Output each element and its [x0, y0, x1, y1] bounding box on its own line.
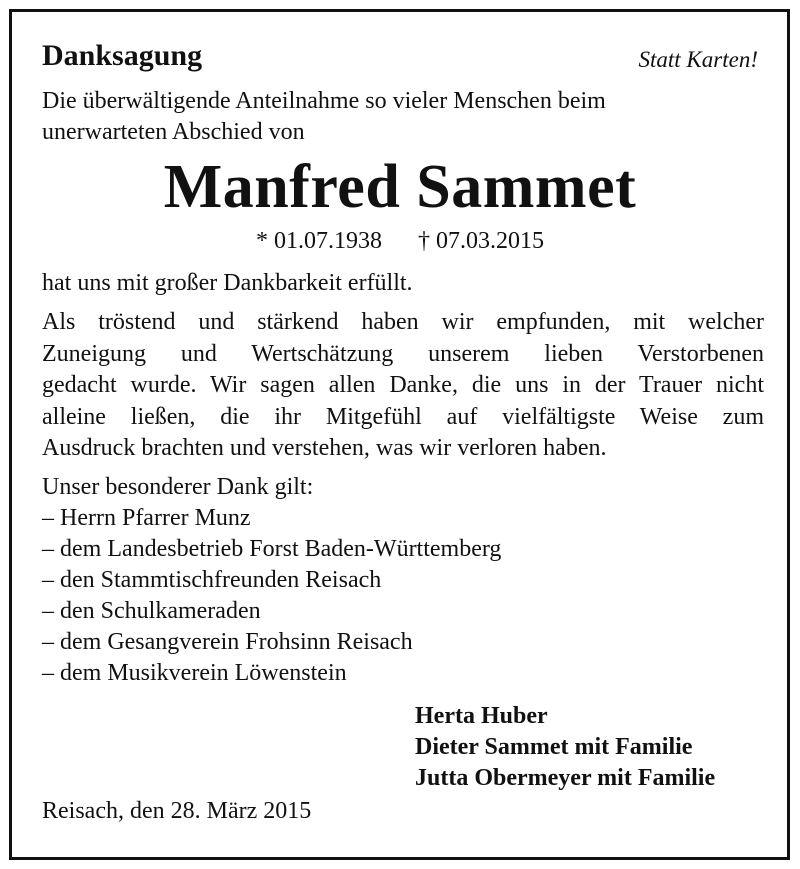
body-line: Zuneigung und Wertschätzung unserem lieben Verstorbenen: [42, 340, 764, 367]
list-item: – dem Landesbetrieb Forst Baden-Württemberg: [42, 536, 502, 562]
list-item: – dem Musikverein Löwenstein: [42, 660, 347, 686]
list-item: – den Schulkameraden: [42, 598, 261, 624]
thanks-list: [42, 472, 501, 689]
statt-karten-note: Statt Karten!: [638, 47, 758, 72]
signer-name: Jutta Obermeyer mit Familie: [415, 765, 716, 791]
notice-title: Danksagung: [42, 39, 203, 72]
list-item: – Herrn Pfarrer Munz: [42, 505, 251, 531]
life-dates: [0, 226, 800, 256]
body-paragraph: [42, 307, 764, 465]
intro-text: [42, 86, 762, 148]
signer-name: Dieter Sammet mit Familie: [415, 734, 693, 760]
birth-date: * 01.07.1938: [256, 228, 382, 254]
signer-name: Herta Huber: [415, 703, 548, 729]
intro-line: Die überwältigende Anteilnahme so vieler Menschen beim: [42, 88, 606, 114]
body-line: alleine ließen, die ihr Mitgefühl auf vielfältigste Weise zum: [42, 403, 764, 430]
body-line: Ausdruck brachten und verstehen, was wir verloren haben.: [42, 435, 607, 461]
list-item: – den Stammtischfreunden Reisach: [42, 567, 382, 593]
place-date: Reisach, den 28. März 2015: [42, 798, 312, 824]
list-item: – dem Gesangverein Frohsinn Reisach: [42, 629, 413, 655]
signers: [415, 701, 715, 794]
death-date: † 07.03.2015: [418, 228, 544, 254]
body-line: Als tröstend und stärkend haben wir empfunden, mit welcher: [42, 309, 764, 335]
deceased-name: Manfred Sammet: [163, 153, 637, 221]
gratitude-line: hat uns mit großer Dankbarkeit erfüllt.: [42, 270, 413, 296]
intro-line: unerwarteten Abschied von: [42, 119, 305, 145]
body-line: gedacht wurde. Wir sagen allen Danke, die uns in der Trauer nicht: [42, 372, 764, 398]
thanks-heading: Unser besonderer Dank gilt:: [42, 474, 314, 500]
